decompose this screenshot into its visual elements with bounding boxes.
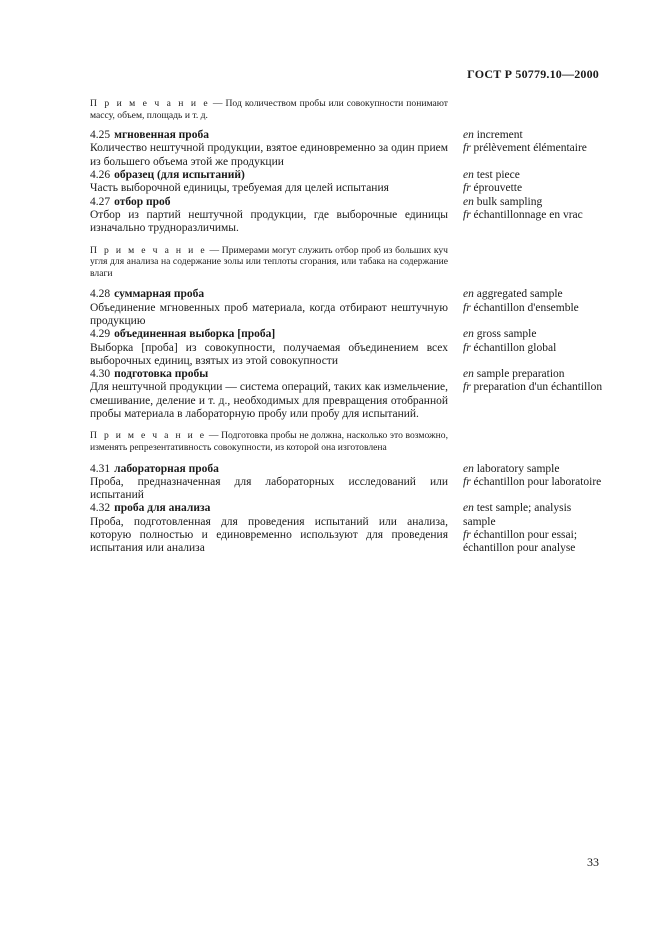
document-body: [90, 98, 603, 556]
term-translations: [463, 328, 603, 355]
lang-fr-label: fr: [463, 381, 471, 394]
note-label: П р и м е ч а н и е: [90, 98, 210, 109]
term-fr: échantillon pour laboratoire: [473, 475, 602, 488]
lang-en-label: en: [463, 129, 474, 142]
term-name: мгновенная проба: [114, 129, 209, 142]
note-examples: [90, 245, 448, 280]
term-translations: [463, 169, 603, 196]
term-translations: [463, 502, 603, 555]
term-en: laboratory sample: [476, 462, 560, 475]
term-name: проба для анализа: [114, 502, 211, 515]
note-label: П р и м е ч а н и е: [90, 244, 207, 256]
lang-en-label: en: [463, 462, 474, 475]
term-entry-4-25: [90, 129, 600, 169]
term-fr: preparation d'un échantillon: [473, 381, 603, 394]
term-definition: Проба, подготовленная для проведения испытаний или анализа, которую полностью и единовременно используют для проведения испытания или анализа: [90, 515, 448, 555]
lang-fr-label: fr: [463, 208, 471, 221]
note-preparation: [90, 430, 448, 453]
term-number: 4.29: [90, 328, 111, 341]
term-name: суммарная проба: [114, 288, 205, 301]
lang-fr-label: fr: [463, 301, 471, 314]
term-name: образец (для испытаний): [114, 169, 245, 182]
term-fr: échantillonnage en vrac: [473, 208, 583, 221]
term-translations: [463, 196, 603, 223]
term-definition: Для нештучной продукции — система операций, таких как измельчение, смешивание, деление и т. д., необходимых для превращения отобранной пробы материала в лабораторную пробу или пробу для испытаний.: [90, 381, 448, 421]
term-en: increment: [476, 129, 523, 142]
term-entry-4-27: [90, 196, 600, 236]
term-definition: Часть выборочной единицы, требуемая для целей испытания: [90, 182, 389, 195]
term-name: объединенная выборка [проба]: [114, 328, 276, 341]
term-number: 4.32: [90, 502, 111, 515]
lang-en-label: en: [463, 328, 474, 341]
lang-en-label: en: [463, 502, 474, 515]
document-header: ГОСТ Р 50779.10—2000: [467, 67, 599, 81]
lang-en-label: en: [463, 169, 474, 182]
note-quantity: [90, 98, 448, 121]
term-en: sample preparation: [476, 368, 565, 381]
term-number: 4.28: [90, 288, 111, 301]
term-en: gross sample: [476, 328, 537, 341]
note-text: — Под количеством пробы или совокупности понимают массу, объем, площадь и т. д.: [90, 98, 448, 121]
term-entry-4-26: [90, 169, 600, 196]
term-entry-4-29: [90, 328, 600, 368]
lang-en-label: en: [463, 288, 474, 301]
term-number: 4.31: [90, 462, 111, 475]
lang-fr-label: fr: [463, 142, 471, 155]
term-en: test piece: [476, 169, 520, 182]
term-en: bulk sampling: [476, 195, 543, 208]
term-number: 4.30: [90, 368, 111, 381]
term-translations: [463, 129, 603, 156]
page-number: 33: [587, 855, 599, 869]
term-entry-4-28: [90, 288, 600, 328]
term-entry-4-30: [90, 368, 603, 421]
term-definition: Объединение мгновенных проб материала, когда отбирают нештучную продукцию: [90, 301, 448, 327]
note-text: — Подготовка пробы не должна, насколько это возможно, изменять репрезентативность совокупности, из которой она изготовлена: [90, 430, 449, 453]
lang-en-label: en: [463, 195, 474, 208]
term-definition: Выборка [проба] из совокупности, получаемая объединением всех выборочных единиц, взятых из этой совокупности: [90, 341, 448, 367]
lang-fr-label: fr: [463, 341, 471, 354]
term-definition: Отбор из партий нештучной продукции, где выборочные единицы изначально трудноразличимы.: [90, 208, 448, 235]
term-translations: [463, 463, 603, 490]
lang-fr-label: fr: [463, 528, 471, 541]
lang-fr-label: fr: [463, 475, 471, 488]
lang-en-label: en: [463, 368, 474, 381]
term-name: лабораторная проба: [114, 462, 219, 475]
term-number: 4.25: [90, 129, 111, 142]
term-entry-4-32: [90, 502, 600, 555]
note-label: П р и м е ч а н и е: [90, 430, 207, 442]
term-translations: [463, 288, 603, 315]
term-fr: échantillon global: [473, 341, 557, 354]
term-en: test sample; analysis sample: [463, 502, 572, 528]
term-number: 4.27: [90, 195, 111, 208]
term-fr: échantillon pour essai; échantillon pour analyse: [463, 528, 578, 555]
term-translations: [463, 368, 603, 395]
lang-fr-label: fr: [463, 182, 471, 195]
term-number: 4.26: [90, 169, 111, 182]
term-definition: Количество нештучной продукции, взятое единовременно за один прием из большего объема этой же продукции: [90, 142, 448, 168]
term-name: отбор проб: [114, 195, 171, 208]
term-name: подготовка пробы: [114, 368, 209, 381]
note-text: — Примерами могут служить отбор проб из больших куч угля для анализа на содержание золы или теплоты сгорания, или табака на содержание влаги: [90, 244, 448, 279]
term-entry-4-31: [90, 463, 600, 503]
term-fr: éprouvette: [473, 182, 523, 195]
term-fr: échantillon d'ensemble: [473, 301, 579, 314]
term-en: aggregated sample: [476, 288, 563, 301]
term-fr: prélèvement élémentaire: [473, 142, 587, 155]
term-definition: Проба, предназначенная для лабораторных исследований или испытаний: [90, 475, 448, 502]
